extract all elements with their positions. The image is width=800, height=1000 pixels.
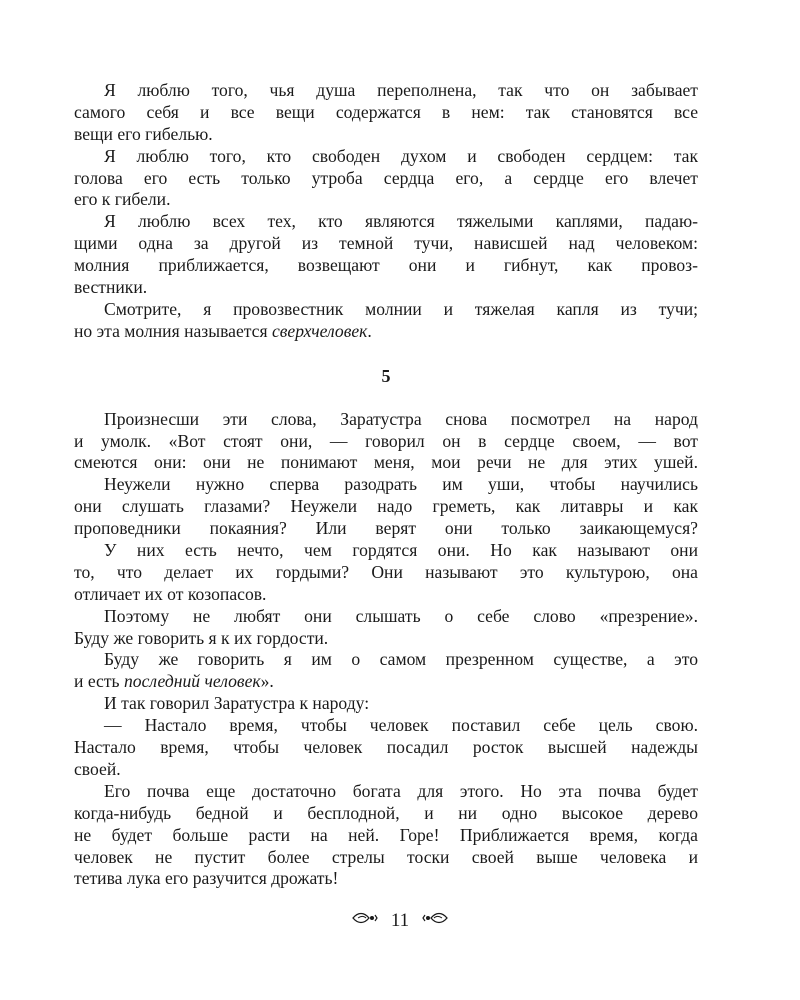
- text-line: У них есть нечто, чем гордятся они. Но как называют они: [104, 540, 698, 561]
- page-footer: [0, 908, 800, 933]
- text-line: Поэтому не любят они слышать о себе слово «презрение».: [104, 605, 698, 626]
- text-span: ».: [260, 671, 274, 692]
- text-line: щими одна за другой из темной тучи, нависшей над человеком:: [74, 233, 698, 254]
- paragraph: [74, 211, 698, 299]
- text-line: смеются они: они не понимают меня, мои речи не для этих ушей.: [74, 452, 698, 473]
- paragraph: [74, 80, 698, 146]
- text-line: [74, 321, 698, 343]
- text-line: тетива лука его разучится дрожать!: [74, 868, 339, 889]
- floral-ornament-icon: [422, 909, 448, 933]
- paragraph: [74, 474, 698, 540]
- paragraph: [74, 781, 698, 890]
- paragraph: [74, 409, 698, 475]
- text-line: они слушать глазами? Неужели надо греметь, как литавры и как: [74, 496, 698, 517]
- text-line: отличает их от козопасов.: [74, 583, 267, 604]
- text-line: человек не пустит более стрелы тоски своей выше человека и: [74, 846, 698, 867]
- paragraph: [74, 540, 698, 606]
- page-number: 11: [390, 909, 410, 931]
- text-span: но эта молния называется: [74, 320, 272, 341]
- page-body: [74, 80, 698, 890]
- paragraph: [74, 146, 698, 212]
- paragraph: [74, 606, 698, 650]
- text-line: то, что делает их гордыми? Они называют это культурою, она: [74, 561, 698, 582]
- paragraph: [74, 715, 698, 781]
- text-line: вещи его гибелью.: [74, 123, 213, 144]
- section-heading: 5: [381, 365, 391, 386]
- text-line: Его почва еще достаточно богата для этого. Но эта почва будет: [104, 780, 698, 801]
- text-line: голова его есть только утроба сердца его, а сердце его влечет: [74, 167, 698, 188]
- text-line: Произнесши эти слова, Заратустра снова посмотрел на народ: [104, 408, 698, 429]
- paragraph: [74, 693, 698, 715]
- text-line: когда-нибудь бедной и бесплодной, и ни одно высокое дерево: [74, 802, 698, 823]
- text-line: Буду же говорить я им о самом презренном существе, а это: [104, 649, 698, 670]
- floral-ornament-icon: [352, 909, 378, 933]
- text-line: вестники.: [74, 277, 148, 298]
- paragraph: [74, 649, 698, 693]
- text-line: проповедники покаяния? Или верят они только заикающемуся?: [74, 518, 698, 539]
- text-line: самого себя и все вещи содержатся в нем: так становятся все: [74, 101, 698, 122]
- italic-term: последний человек: [123, 671, 261, 692]
- text-line: своей.: [74, 758, 121, 779]
- text-line: Я люблю того, чья душа переполнена, так что он забывает: [104, 80, 698, 100]
- text-span: .: [367, 320, 372, 341]
- spacer: [74, 343, 698, 365]
- text-line: его к гибели.: [74, 189, 171, 210]
- paragraph: [74, 299, 698, 343]
- text-line: Настало время, чтобы человек посадил росток высшей надежды: [74, 737, 698, 758]
- italic-term: сверхчеловек: [271, 320, 368, 341]
- text-line: Я люблю всех тех, кто являются тяжелыми каплями, падаю-: [104, 211, 698, 232]
- text-span: и есть: [74, 671, 124, 692]
- text-line: Я люблю того, кто свободен духом и свободен сердцем: так: [104, 145, 698, 166]
- text-line: — Настало время, чтобы человек поставил себе цель свою.: [104, 715, 698, 736]
- text-line: молния приближается, возвещают они и гибнут, как провоз-: [74, 255, 698, 276]
- text-line: и умолк. «Вот стоят они, — говорил он в сердце своем, — вот: [74, 430, 698, 451]
- text-line: Буду же говорить я к их гордости.: [74, 627, 329, 648]
- text-line: Смотрите, я провозвестник молнии и тяжелая капля из тучи;: [104, 298, 698, 319]
- text-line: [74, 671, 698, 693]
- text-line: И так говорил Заратустра к народу:: [104, 693, 370, 714]
- text-line: Неужели нужно сперва разодрать им уши, чтобы научились: [104, 474, 698, 495]
- text-line: не будет больше расти на ней. Горе! Приближается время, когда: [74, 824, 698, 845]
